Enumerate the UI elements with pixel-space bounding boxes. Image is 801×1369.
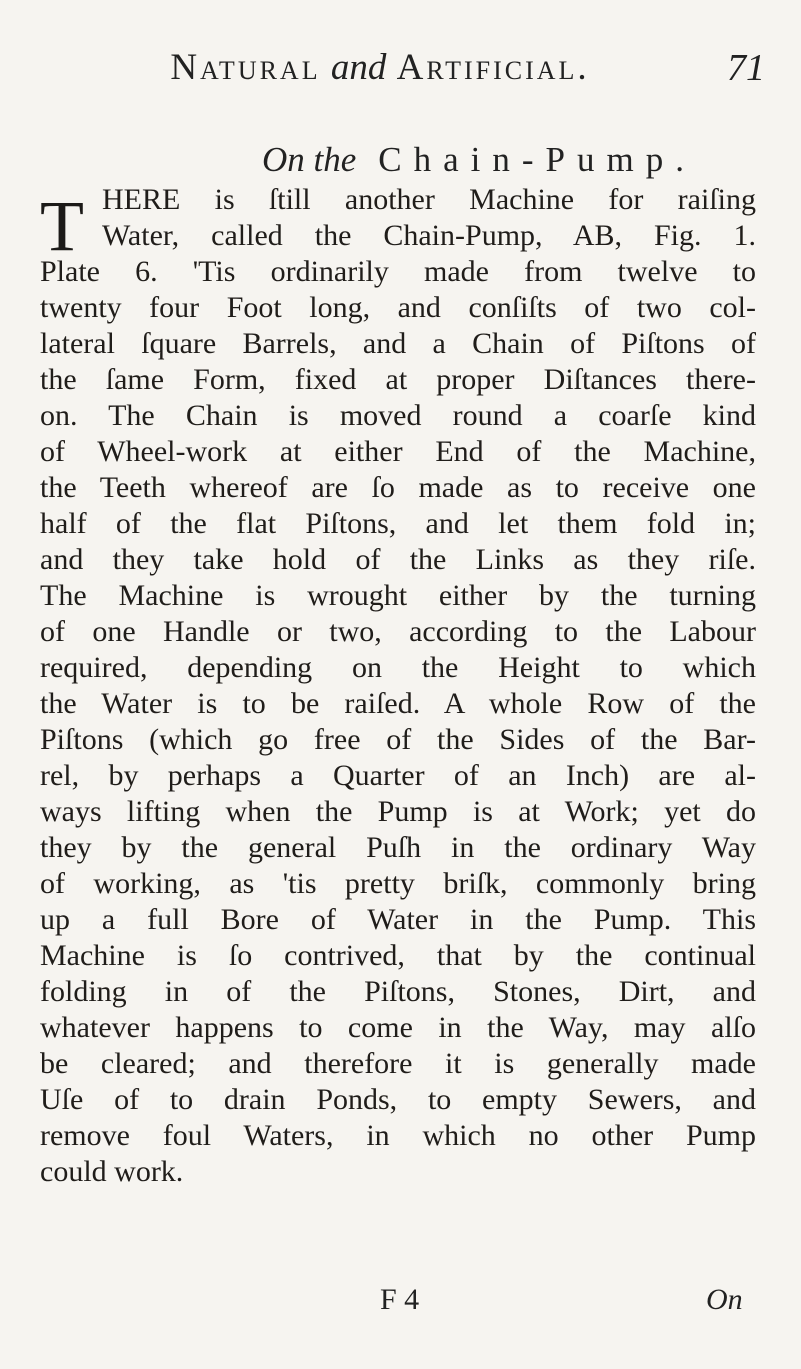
drop-cap: T bbox=[40, 186, 84, 266]
text-line: remove foul Waters, in which no other Pump bbox=[40, 1119, 756, 1152]
running-head-natural: Natural bbox=[170, 47, 321, 88]
text-line: The Machine is wrought either by the turning bbox=[40, 579, 756, 612]
text-line: be cleared; and therefore it is generally made bbox=[40, 1047, 756, 1080]
text-line: the Teeth whereof are ſo made as to receive one bbox=[40, 471, 756, 504]
text-line: of one Handle or two, according to the Labour bbox=[40, 615, 756, 648]
text-line: Machine is ſo contrived, that by the continual bbox=[40, 939, 756, 972]
text-line: Uſe of to drain Ponds, to empty Sewers, and bbox=[40, 1083, 756, 1116]
section-title-prefix: On the bbox=[262, 140, 357, 179]
text-line: lateral ſquare Barrels, and a Chain of Piſtons of bbox=[40, 327, 756, 360]
text-line: and they take hold of the Links as they riſe. bbox=[40, 543, 756, 576]
running-head-and: and bbox=[330, 47, 387, 88]
section-title bbox=[262, 140, 696, 180]
section-title-main: Chain-Pump. bbox=[378, 140, 696, 179]
text-line: Plate 6. 'Tis ordinarily made from twelve to bbox=[40, 255, 756, 288]
text-line: of Wheel-work at either End of the Machine, bbox=[40, 435, 756, 468]
text-line: the ſame Form, fixed at proper Diſtances there- bbox=[40, 363, 756, 396]
text-line: Water, called the Chain-Pump, AB, Fig. 1. bbox=[102, 219, 756, 252]
text-line: Piſtons (which go free of the Sides of the Bar- bbox=[40, 723, 756, 756]
text-line: ways lifting when the Pump is at Work; yet do bbox=[40, 795, 756, 828]
signature-mark: F 4 bbox=[380, 1283, 420, 1316]
text-line: they by the general Puſh in the ordinary Way bbox=[40, 831, 756, 864]
text-line: HERE is ſtill another Machine for raiſing bbox=[102, 183, 756, 216]
text-line: rel, by perhaps a Quarter of an Inch) are al- bbox=[40, 759, 756, 792]
text-line: twenty four Foot long, and conſiſts of two col- bbox=[40, 291, 756, 324]
text-line: the Water is to be raiſed. A whole Row of the bbox=[40, 687, 756, 720]
text-line: could work. bbox=[40, 1155, 184, 1188]
text-line: folding in of the Piſtons, Stones, Dirt, and bbox=[40, 975, 756, 1008]
page-number: 71 bbox=[727, 47, 765, 89]
running-head-artificial: Artificial. bbox=[396, 47, 590, 88]
text-line: required, depending on the Height to which bbox=[40, 651, 756, 684]
catchword: On bbox=[706, 1283, 743, 1316]
text-line: on. The Chain is moved round a coarſe kind bbox=[40, 399, 756, 432]
text-line: half of the flat Piſtons, and let them fold in; bbox=[40, 507, 756, 540]
text-line: whatever happens to come in the Way, may alſo bbox=[40, 1011, 756, 1044]
text-line: up a full Bore of Water in the Pump. This bbox=[40, 903, 756, 936]
text-line: of working, as 'tis pretty briſk, commonly bring bbox=[40, 867, 756, 900]
